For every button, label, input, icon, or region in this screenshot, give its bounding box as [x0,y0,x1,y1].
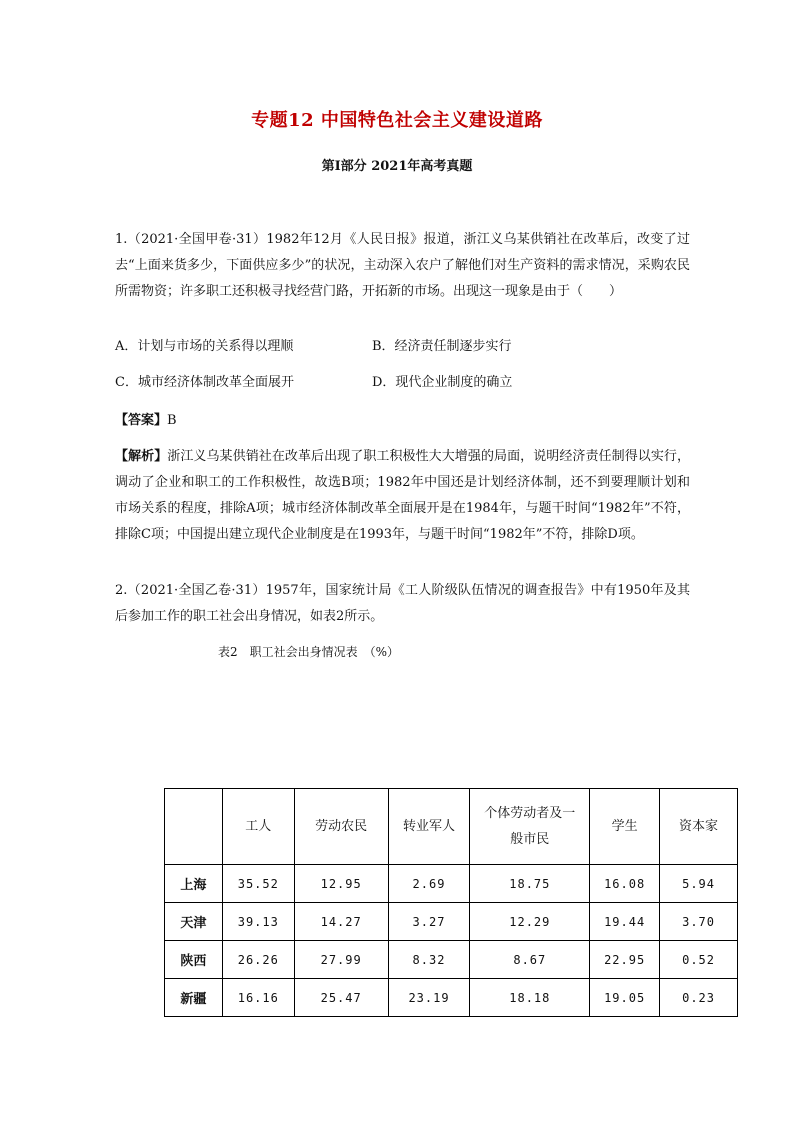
question-1-stem: 1.（2021·全国甲卷·31）1982年12月《人民日报》报道，浙江义乌某供销社在改革后，改变了过去“上面来货多少，下面供应多少”的状况，主动深入农户了解他们对生产资料的需求情况，采购农民所需物资；许多职工还积极寻找经营门路，开拓新的市场。出现这一现象是由于（ ） [115,232,690,299]
table-cell: 3.27 [388,903,470,941]
table-header-cell: 劳动农民 [294,789,388,865]
table-cell: 0.23 [660,979,738,1017]
document-title: 专题12 中国特色社会主义建设道路 [251,110,543,131]
table-cell: 12.29 [470,903,590,941]
table-cell: 8.67 [470,941,590,979]
analysis-paragraph [115,444,690,548]
question-2-stem: 2.（2021·全国乙卷·31）1957年，国家统计局《工人阶级队伍情况的调查报告》中有1950年及其后参加工作的职工社会出身情况，如表2所示。 [115,583,690,624]
table-caption: 表2 职工社会出身情况表 （%） [218,645,400,659]
table-cell: 25.47 [294,979,388,1017]
table-cell: 16.16 [222,979,294,1017]
table-cell: 39.13 [222,903,294,941]
table-cell: 18.18 [470,979,590,1017]
section-subtitle: 第Ⅰ部分 2021年高考真题 [321,159,473,174]
answer-value: B [167,413,177,428]
table-header-cell: 学生 [590,789,660,865]
table-header-row [165,789,738,865]
analysis-text: 浙江义乌某供销社在改革后出现了职工积极性大大增强的局面，说明经济责任制得以实行，调动了企业和职工的工作积极性，故选B项；1982年中国还是计划经济体制，还不到要理顺计划和市场关系的程度，排除A项；城市经济体制改革全面展开是在1984年，与题干时间“1982年”不符，排除C项；中国提出建立现代企业制度是在1993年，与题干时间“1982年”不符，排除D项。 [115,449,690,542]
row-region: 上海 [165,865,223,903]
table-cell: 8.32 [388,941,470,979]
table-header-cell: 转业军人 [388,789,470,865]
option-b: B．经济责任制逐步实行 [372,339,512,354]
table-cell: 16.08 [590,865,660,903]
table-cell: 5.94 [660,865,738,903]
table-row [165,979,738,1017]
table-row [165,865,738,903]
table-cell: 23.19 [388,979,470,1017]
table-cell: 3.70 [660,903,738,941]
table-header-cell [165,789,223,865]
table-cell: 26.26 [222,941,294,979]
row-region: 陕西 [165,941,223,979]
table-header-cell: 个体劳动者及一般市民 [470,789,590,865]
row-region: 天津 [165,903,223,941]
table-cell: 18.75 [470,865,590,903]
answer-line [115,408,690,434]
answer-label: 【答案】 [115,413,168,428]
row-region: 新疆 [165,979,223,1017]
table-cell: 19.05 [590,979,660,1017]
table-header-cell: 工人 [222,789,294,865]
table-cell: 22.95 [590,941,660,979]
origin-table [164,788,738,1017]
analysis-label: 【解析】 [115,449,168,464]
table-cell: 27.99 [294,941,388,979]
table-row [165,903,738,941]
option-c: C．城市经济体制改革全面展开 [115,375,294,390]
table-cell: 2.69 [388,865,470,903]
table-cell: 0.52 [660,941,738,979]
table-cell: 12.95 [294,865,388,903]
option-a: A．计划与市场的关系得以理顺 [115,339,294,354]
table-cell: 19.44 [590,903,660,941]
table-header-cell: 资本家 [660,789,738,865]
table-row [165,941,738,979]
table-cell: 35.52 [222,865,294,903]
option-d: D．现代企业制度的确立 [372,375,513,390]
table-cell: 14.27 [294,903,388,941]
